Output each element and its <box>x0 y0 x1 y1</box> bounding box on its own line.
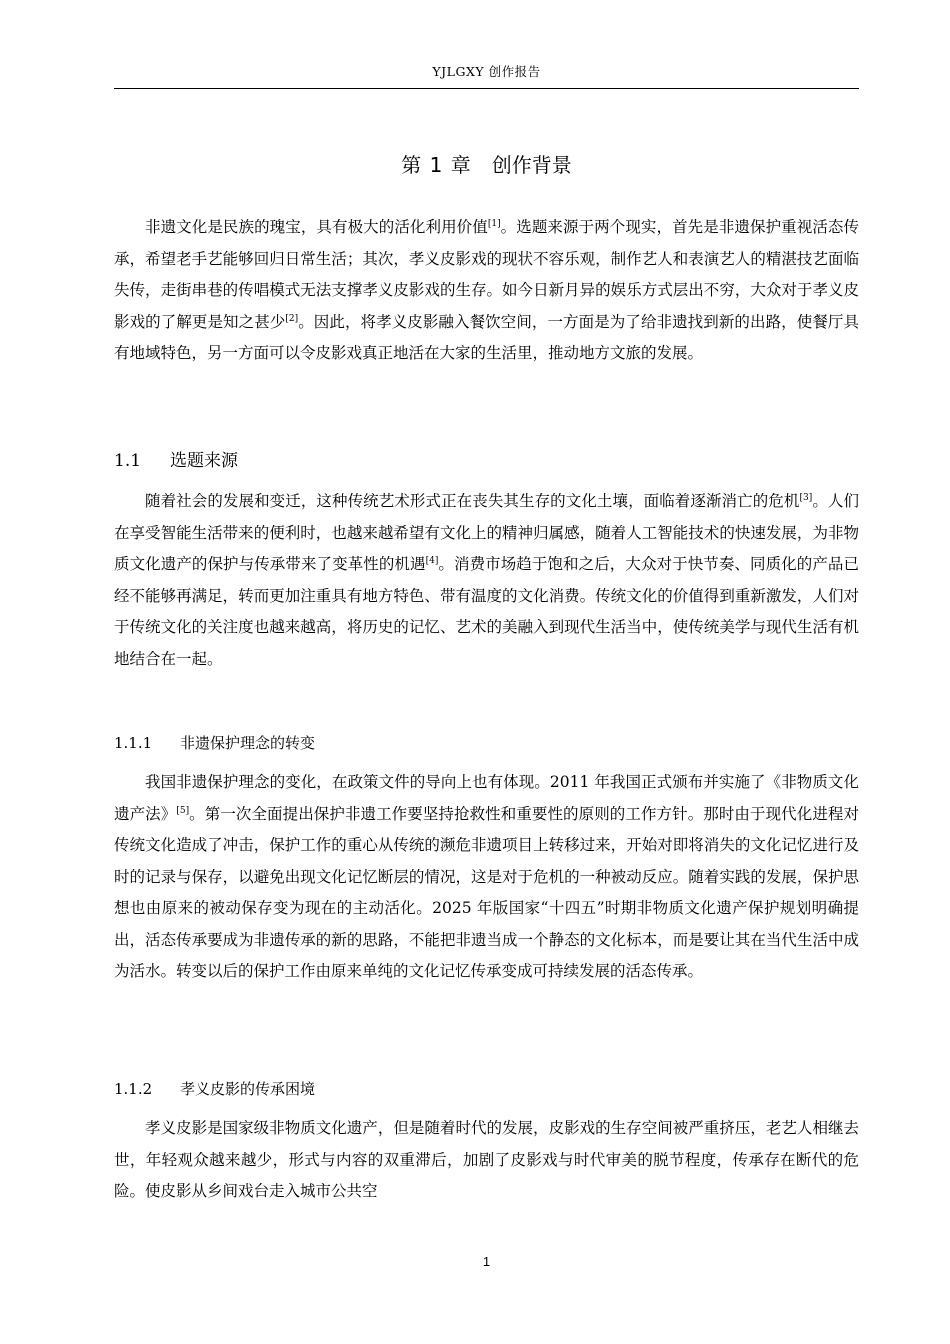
chapter-title: 创作背景 <box>491 153 572 177</box>
citation-3: [3] <box>799 493 813 503</box>
intro-text-2: 。选题来源于两个现实，首先是非遗保护重视活态传承，希望老手艺能够回归日常生活；其次，孝义皮影戏的现状不容乐观，制作艺人和表演艺人的精湛技艺面临失传，走街串巷的传唱模式无法支撑孝义皮影戏的生存。如今日新月异的娱乐方式层出不穷，大众对于孝义皮影戏的了解更是知之甚少 <box>114 218 859 331</box>
intro-text-3: 。因此，将孝义皮影融入餐饮空间，一方面是为了给非遗找到新的出路，使餐厅具有地域特色，另一方面可以令皮影戏真正地活在大家的生活里，推动地方文旅的发展。 <box>114 312 859 362</box>
subsection-number: 1.1.1 <box>114 734 153 752</box>
page-number: 1 <box>482 1254 491 1269</box>
subsection-title: 非遗保护理念的转变 <box>180 734 316 752</box>
intro-text: 非遗文化是民族的瑰宝，具有极大的活化利用价值 <box>145 218 488 236</box>
section-heading-1-1 <box>114 446 238 471</box>
section-1-1-2-paragraph <box>114 1113 859 1208</box>
citation-1: [1] <box>487 219 501 229</box>
citation-2: [2] <box>285 313 299 324</box>
paragraph-text-2: 。人们在享受智能生活带来的便利时，也越来越希望有文化上的精神归属感，随着人工智能技术的快速发展，为非物质文化遗产的保护与传承带来了变革性的机遇 <box>114 492 859 573</box>
paragraph-text: 随着社会的发展和变迁，这种传统艺术形式正在丧失其生存的文化土壤，面临着逐渐消亡的危机 <box>145 492 800 510</box>
section-1-1-paragraph <box>114 486 859 675</box>
paragraph-text-2: 。第一次全面提出保护非遗工作要坚持抢救性和重要性的原则的工作方针。那时由于现代化进程对传统文化造成了冲击，保护工作的重心从传统的濒危非遗项目上转移过来，开始对即将消失的文化记忆进行及时的记录与保存，以避免出现文化记忆断层的情况，这是对于危机的一种被动反应。随着实践的发展，保护思想也由原来的被动保存变为现在的主动活化。2025 年版国家“十四五”时期非物质文化遗产保护规划明确提出，活态传承要成为非遗传承的新的思路，不能把非遗当成一个静态的文化标本，而是要让其在当代生活中成为活水。转变以后的保护工作由原来单纯的文化记忆传承变成可持续发展的活态传承。 <box>114 804 859 980</box>
intro-paragraph <box>114 212 859 370</box>
header-rule <box>114 88 859 89</box>
section-1-1-1-paragraph <box>114 767 859 988</box>
subsection-heading-1-1-2 <box>114 1078 315 1099</box>
section-number: 1.1 <box>114 451 142 471</box>
section-title: 选题来源 <box>170 451 238 471</box>
chapter-heading <box>114 149 859 178</box>
paragraph-text: 我国非遗保护理念的变化，在政策文件的导向上也有体现。2011 年我国正式颁布并实施了《非物质文化遗产法》 <box>114 773 859 823</box>
citation-4: [4] <box>425 556 439 566</box>
paragraph-text: 孝义皮影是国家级非物质文化遗产，但是随着时代的发展，皮影戏的生存空间被严重挤压，老艺人相继去世，年轻观众越来越少，形式与内容的双重滞后，加剧了皮影戏与时代审美的脱节程度，传承存在断代的危险。使皮影从乡间戏台走入城市公共空 <box>114 1119 859 1200</box>
running-header: YJLGXY 创作报告 <box>432 64 541 79</box>
subsection-title: 孝义皮影的传承困境 <box>180 1080 316 1098</box>
subsection-number: 1.1.2 <box>114 1080 153 1098</box>
subsection-heading-1-1-1 <box>114 732 315 753</box>
citation-5: [5] <box>176 805 190 816</box>
paragraph-text-3: 。消费市场趋于饱和之后，大众对于快节奏、同质化的产品已经不能够再满足，转而更加注重具有地方特色、带有温度的文化消费。传统文化的价值得到重新激发，人们对于传统文化的关注度也越来越高，将历史的记忆、艺术的美融入到现代生活当中，使传统美学与现代生活有机地结合在一起。 <box>114 555 859 668</box>
chapter-number: 第 1 章 <box>401 153 472 177</box>
